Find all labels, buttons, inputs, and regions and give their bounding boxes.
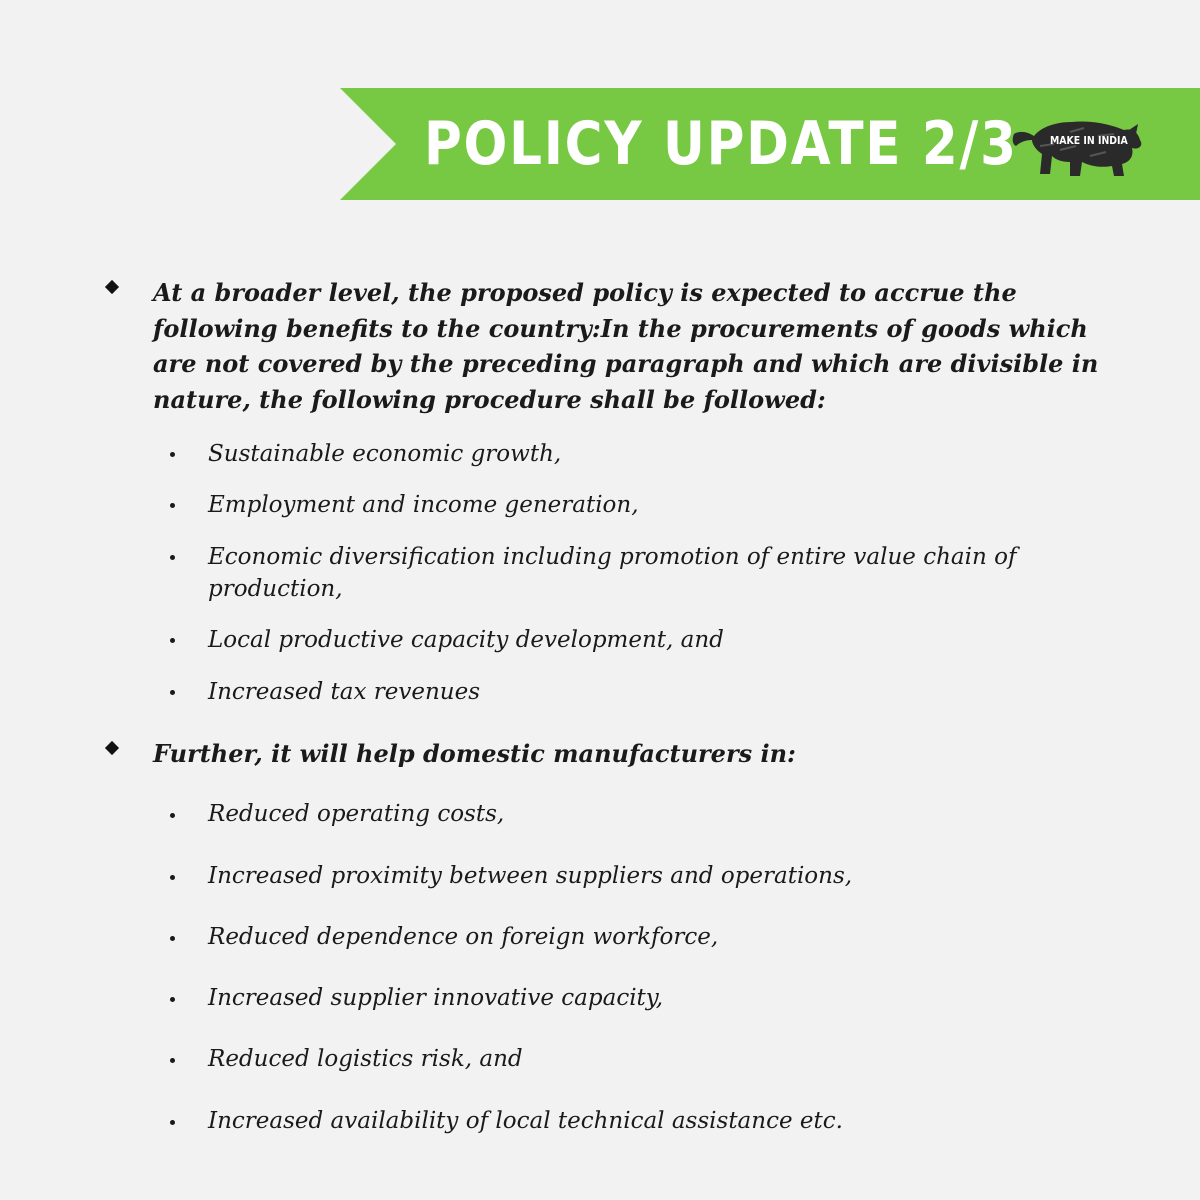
section-bullet-icon <box>105 741 119 755</box>
section-text: Further, it will help domestic manufacturers in: <box>153 739 796 768</box>
list-item: Reduced operating costs, <box>208 801 505 827</box>
logo-text: MAKE IN INDIA <box>1050 134 1128 147</box>
bullet-dot-icon <box>170 813 175 818</box>
page-title: POLICY UPDATE 2/3 <box>424 109 1018 179</box>
list-item: Reduced logistics risk, and <box>208 1046 523 1072</box>
bullet-dot-icon <box>170 555 175 560</box>
section-text: At a broader level, the proposed policy is expected to accrue the following benefits to the country:In the procurements of goods which are not covered by the preceding paragraph and which are divisible in nature, the following procedure shall be followed: <box>153 278 1099 414</box>
list-item: Employment and income generation, <box>208 492 639 518</box>
list-item: Sustainable economic growth, <box>208 441 562 467</box>
title-banner <box>340 88 1200 200</box>
bullet-dot-icon <box>170 936 175 941</box>
section-bullet-icon <box>105 280 119 294</box>
bullet-dot-icon <box>170 452 175 457</box>
list-item: Economic diversification including promotion of entire value chain of production, <box>208 544 1017 602</box>
lion-icon <box>1010 116 1150 180</box>
bullet-dot-icon <box>170 1058 175 1063</box>
list-item: Reduced dependence on foreign workforce, <box>208 924 719 950</box>
bullet-dot-icon <box>170 997 175 1002</box>
bullet-dot-icon <box>170 638 175 643</box>
list-item: Local productive capacity development, and <box>208 627 724 653</box>
bullet-dot-icon <box>170 875 175 880</box>
bullet-dot-icon <box>170 503 175 508</box>
list-item: Increased supplier innovative capacity, <box>208 985 664 1011</box>
list-item: Increased tax revenues <box>208 679 481 705</box>
make-in-india-logo <box>1010 116 1150 180</box>
bullet-dot-icon <box>170 1120 175 1125</box>
bullet-dot-icon <box>170 690 175 695</box>
list-item: Increased proximity between suppliers and operations, <box>208 863 853 889</box>
list-item: Increased availability of local technical assistance etc. <box>208 1108 843 1134</box>
